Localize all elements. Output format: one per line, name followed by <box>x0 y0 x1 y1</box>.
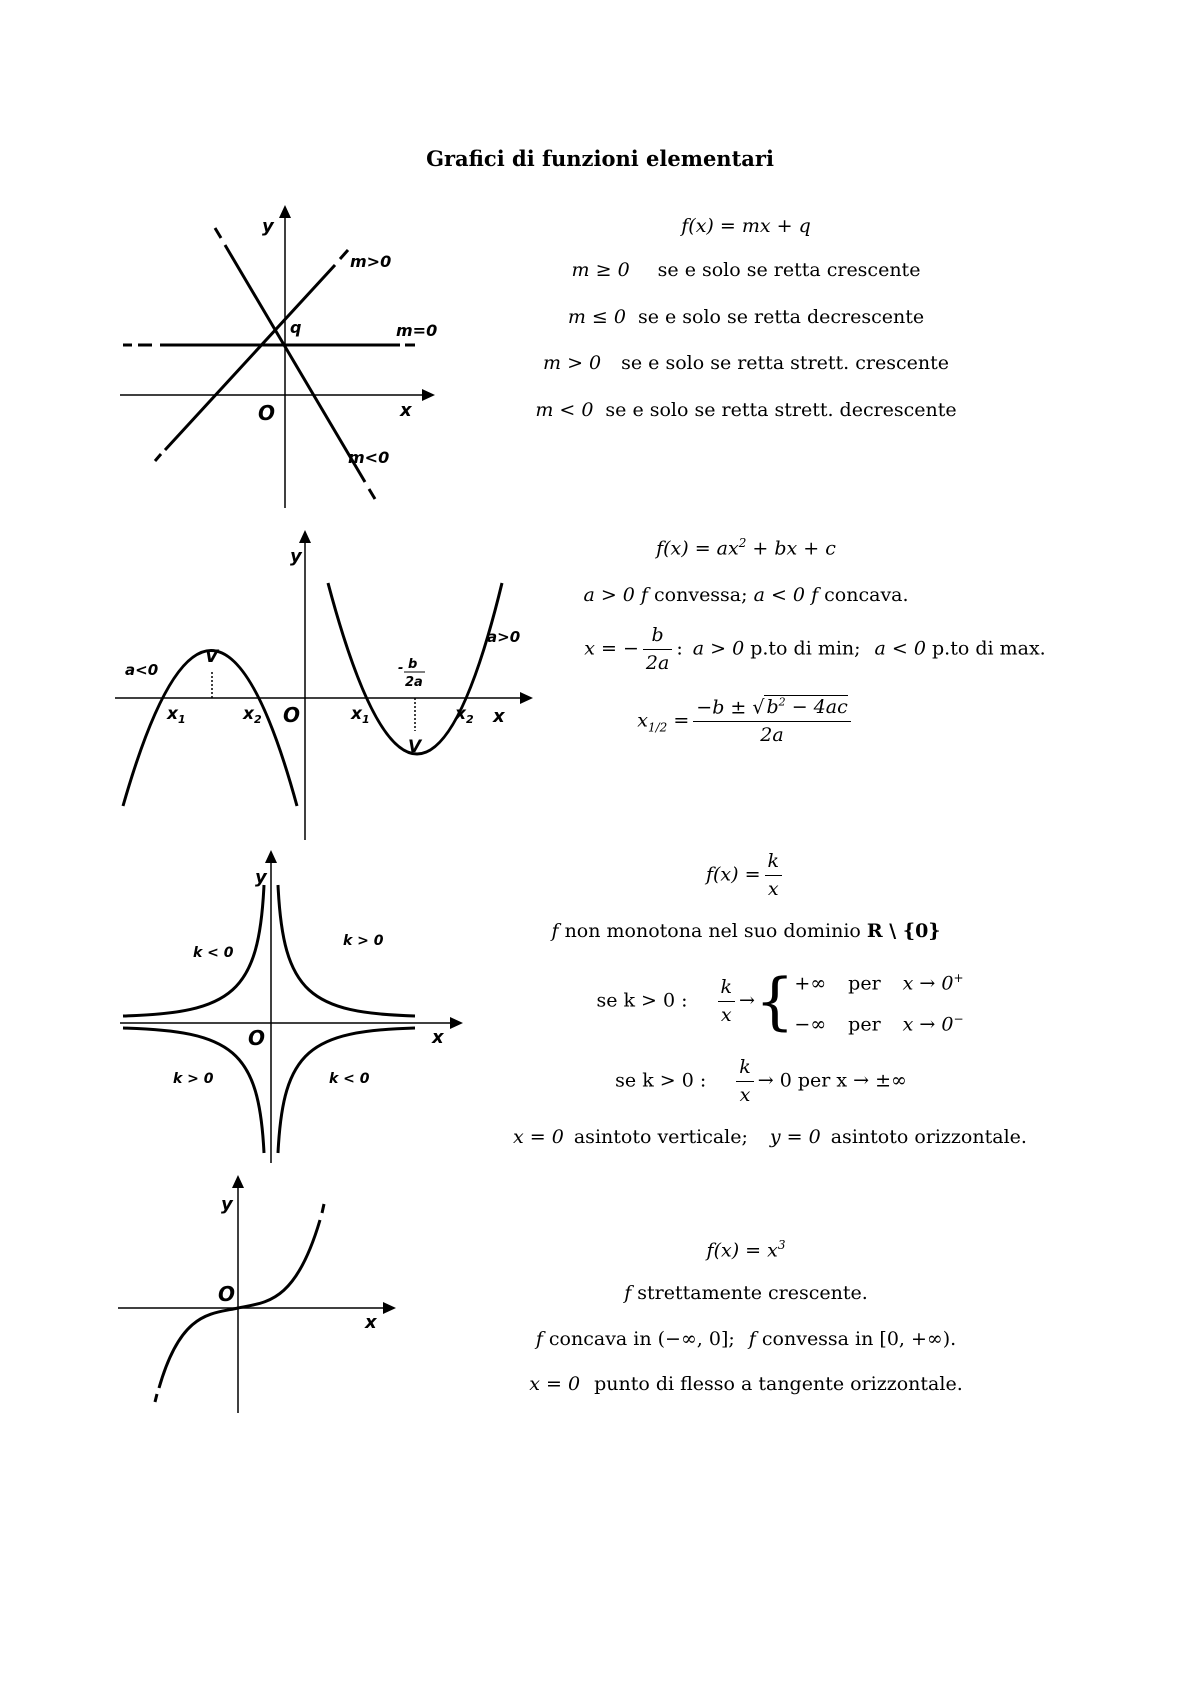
line-m-neg-dash <box>215 228 221 238</box>
k-pos-label-top-right: k > 0 <box>343 933 384 949</box>
x-axis-label: x <box>400 400 412 421</box>
root-x1-left: $x_1$ <box>167 704 186 726</box>
y-axis-arrow-icon <box>299 530 311 543</box>
quadratic-graph <box>115 525 535 845</box>
root-x1-right: $x_1$ <box>351 704 370 726</box>
cubic-inflection: x = 0 punto di flesso a tangente orizzontale. <box>529 1373 963 1395</box>
intercept-label: q <box>290 318 302 337</box>
origin-label: O <box>218 1282 236 1306</box>
y-axis-label: y <box>255 867 267 888</box>
vertex-x-den: 2a <box>405 675 423 690</box>
a-pos-label: a>0 <box>487 628 521 646</box>
a-neg-label: a<0 <box>125 661 159 679</box>
hyperbola-monotone: f non monotona nel suo dominio R \ {0} <box>551 920 941 942</box>
x-axis-label: x <box>432 1027 444 1048</box>
quadratic-concavity: a > 0 f convessa; a < 0 f concava. <box>583 584 909 606</box>
cubic-curve-dash <box>155 1394 157 1402</box>
linear-row-3: m > 0 se e solo se retta strett. crescente <box>543 352 949 374</box>
page-title: Grafici di funzioni elementari <box>426 146 774 171</box>
y-axis-arrow-icon <box>232 1175 244 1188</box>
line-m-neg-dash <box>369 489 375 499</box>
hyperbola-limit-zero: se k > 0 : $\frac{k}{x}$ →{ +∞ per x → 0+ −∞ per x → 0− <box>596 964 964 1038</box>
cubic-graph <box>115 1170 415 1415</box>
origin-label: O <box>258 401 276 425</box>
cubic-curve-dash <box>322 1204 324 1213</box>
line-m-pos-dash <box>155 454 161 461</box>
x-axis-arrow-icon <box>422 389 435 401</box>
branch-bottom-right <box>278 1028 415 1153</box>
x-axis-label: x <box>493 706 505 727</box>
x-axis-arrow-icon <box>450 1017 463 1029</box>
hyperbola-asymptotes: x = 0 asintoto verticale; y = 0 asintoto orizzontale. <box>513 1126 1027 1148</box>
x-axis-arrow-icon <box>383 1302 396 1314</box>
y-axis-label: y <box>290 546 302 567</box>
cubic-monotone: f strettamente crescente. <box>624 1282 868 1304</box>
linear-row-4: m < 0 se e solo se retta strett. decrescente <box>535 399 957 421</box>
linear-graph <box>110 200 450 510</box>
branch-top-right <box>278 885 415 1016</box>
root-x2-right: $x_2$ <box>455 704 474 726</box>
y-axis-label: y <box>221 1194 233 1215</box>
line-m-pos <box>165 265 335 450</box>
x-axis-label: x <box>365 1312 377 1333</box>
linear-row-2: m ≤ 0 se e solo se retta decrescente <box>567 306 925 328</box>
hyperbola-formula: f(x) = $\frac{k}{x}$ <box>546 850 946 901</box>
quadratic-formula: $f(x) = ax^2$ + bx + c <box>656 536 836 560</box>
m-neg-label: m<0 <box>348 448 390 467</box>
cubic-concavity: f concava in (−∞, 0]; f convessa in [0, +∞). <box>535 1328 957 1350</box>
linear-formula: f(x) = mx + q <box>681 215 811 237</box>
cubic-curve <box>159 1220 320 1388</box>
origin-label: O <box>283 703 301 727</box>
k-pos-label-bottom-left: k > 0 <box>173 1071 214 1087</box>
line-m-pos-dash <box>340 250 348 259</box>
vertex-label-left: V <box>205 647 219 667</box>
x-axis-arrow-icon <box>520 692 533 704</box>
m-pos-label: m>0 <box>350 252 392 271</box>
vertex-x-minus: - <box>398 661 404 676</box>
hyperbola-graph <box>115 845 475 1165</box>
root-x2-left: $x_2$ <box>243 704 262 726</box>
cubic-formula: $f(x) = x^3$ <box>706 1238 786 1262</box>
m-zero-label: m=0 <box>396 321 438 340</box>
y-axis-arrow-icon <box>265 850 277 863</box>
k-neg-label-top-left: k < 0 <box>193 945 234 961</box>
quadratic-roots: $x_{1/2}$ = $\frac{-b \pm √ b^2 - 4ac}{2a}$ <box>546 696 946 747</box>
hyperbola-limit-infinity: se k > 0 : $\frac{k}{x}$ → 0 per x → ±∞ <box>615 1056 907 1106</box>
vertex-x-num: b <box>408 657 418 672</box>
k-neg-label-bottom-right: k < 0 <box>329 1071 370 1087</box>
y-axis-arrow-icon <box>279 205 291 218</box>
branch-bottom-left <box>123 1028 264 1153</box>
linear-row-1: m ≥ 0 se e solo se retta crescente <box>571 259 921 281</box>
origin-label: O <box>248 1026 266 1050</box>
y-axis-label: y <box>262 216 274 237</box>
quadratic-vertex: x = − $\frac{b}{2a}$ : a > 0 p.to di min; a < 0 p.to di max. <box>584 624 1046 674</box>
vertex-label-right: V <box>408 737 422 757</box>
